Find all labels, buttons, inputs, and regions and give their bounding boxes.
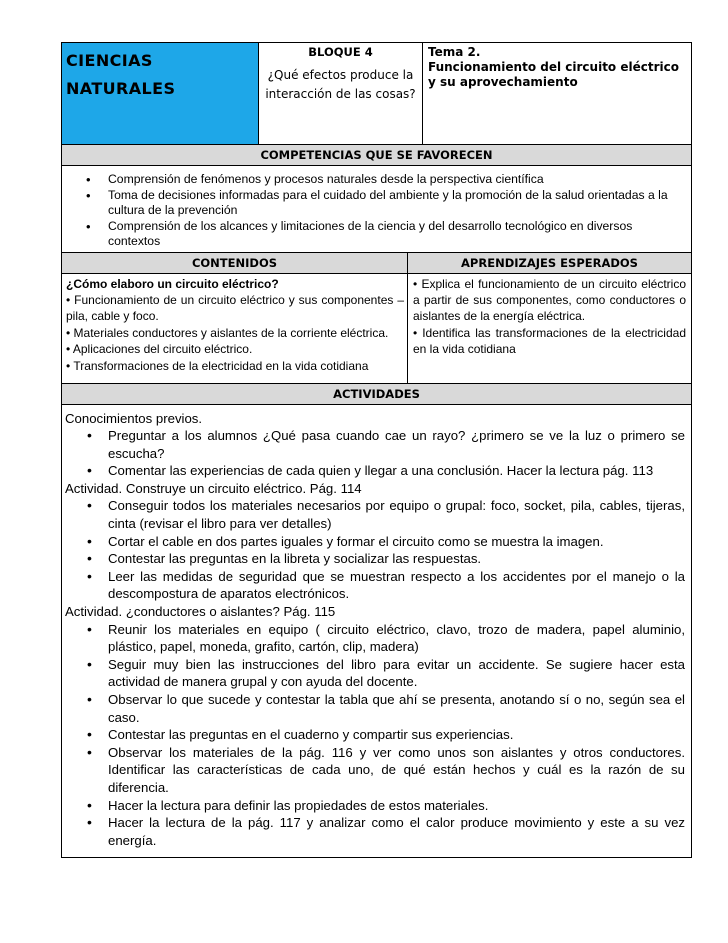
activity-item: • Contestar las preguntas en el cuaderno y compartir sus experiencias. <box>108 726 685 744</box>
activity-item: • Comentar las experiencias de cada quien y llegar a una conclusión. Hacer la lectura pág. 113 <box>108 462 685 480</box>
aprendizajes-heading: APRENDIZAJES ESPERADOS <box>408 253 691 273</box>
activity-item: • Cortar el cable en dos partes iguales y formar el circuito como se muestra la imagen. <box>108 533 685 551</box>
activity-item: • Hacer la lectura de la pág. 117 y analizar como el calor produce movimiento y este a su vez energía. <box>108 814 685 849</box>
competencias-list-cell <box>62 166 691 252</box>
actividades-row <box>62 405 691 858</box>
subject-line-2: NATURALES <box>66 79 176 98</box>
competencias-heading: COMPETENCIAS QUE SE FAVORECEN <box>62 145 691 165</box>
competencia-item: • Comprensión de fenómenos y procesos naturales desde la perspectiva científica <box>108 172 685 188</box>
activity-list <box>65 621 685 850</box>
contenidos-row <box>62 274 691 384</box>
contenido-item: • Aplicaciones del circuito eléctrico. <box>66 342 253 357</box>
aprendizaje-item: • Explica el funcionamiento de un circuito eléctrico a partir de sus componentes, como conductores o aislantes de la energía eléctrica. <box>413 276 686 324</box>
contenidos-cell <box>62 274 408 383</box>
activity-list <box>65 497 685 603</box>
contenidos-question: ¿Cómo elaboro un circuito eléctrico? <box>66 276 279 291</box>
subject-line-1: CIENCIAS <box>66 51 153 70</box>
actividades-heading-row <box>62 384 691 405</box>
activity-group-title: Actividad. Construye un circuito eléctrico. Pág. 114 <box>65 480 362 496</box>
activity-item: • Preguntar a los alumnos ¿Qué pasa cuando cae un rayo? ¿primero se ve la luz o primero se escucha? <box>108 427 685 462</box>
activity-group-title: Actividad. ¿conductores o aislantes? Pág. 115 <box>65 604 336 620</box>
contenidos-heading-row <box>62 253 691 274</box>
activity-item: • Leer las medidas de seguridad que se muestran respecto a los accidentes por el manejo o la descompostura de aparatos electrónicos. <box>108 568 685 603</box>
aprendizaje-item: • Identifica las transformaciones de la electricidad en la vida cotidiana <box>413 325 686 357</box>
activity-item: • Reunir los materiales en equipo ( circuito eléctrico, clavo, trozo de madera, papel aluminio, plástico, papel, moneda, grafito, cartón, clip, madera) <box>108 621 685 656</box>
actividades-heading: ACTIVIDADES <box>62 384 691 404</box>
aprendizajes-cell <box>408 274 691 383</box>
activity-item: • Contestar las preguntas en la libreta y socializar las respuestas. <box>108 550 685 568</box>
activity-item: • Observar los materiales de la pág. 116 y ver como unos son aislantes y otros conductores. Identificar las características de cada uno, de qué están hechos y cuál es la razón de su diferencia. <box>108 744 685 797</box>
contenidos-heading: CONTENIDOS <box>62 253 408 273</box>
contenido-item: • Materiales conductores y aislantes de la corriente eléctrica. <box>66 325 389 340</box>
topic-number: Tema 2. <box>428 45 481 59</box>
activity-list <box>65 427 685 480</box>
subject-cell <box>62 43 259 144</box>
block-question: ¿Qué efectos produce la interacción de las cosas? <box>265 68 416 101</box>
topic-cell <box>423 43 691 144</box>
activity-item: • Conseguir todos los materiales necesarios por equipo o grupal: foco, socket, pila, cables, tijeras, cinta (revisar el libro para ver detalles) <box>108 497 685 532</box>
block-cell <box>259 43 423 144</box>
activity-group-title: Conocimientos previos. <box>65 410 203 426</box>
topic-title: Funcionamiento del circuito eléctrico y su aprovechamiento <box>428 60 679 89</box>
block-title: BLOQUE 4 <box>308 45 373 59</box>
activity-item: • Hacer la lectura para definir las propiedades de estos materiales. <box>108 797 685 815</box>
contenido-item: • Transformaciones de la electricidad en la vida cotidiana <box>66 358 369 373</box>
competencia-item: • Toma de decisiones informadas para el cuidado del ambiente y la promoción de la salud orientadas a la cultura de la prevención <box>108 188 685 219</box>
contenido-item: • Funcionamiento de un circuito eléctrico y sus componentes –pila, cable y foco. <box>66 292 404 324</box>
header-row <box>62 43 691 145</box>
lesson-plan-table <box>61 42 692 858</box>
competencias-row <box>62 166 691 253</box>
actividades-cell <box>62 405 691 858</box>
activity-item: • Seguir muy bien las instrucciones del libro para evitar un accidente. Se sugiere hacer esta actividad de manera grupal y con ayuda del docente. <box>108 656 685 691</box>
competencias-heading-row <box>62 145 691 166</box>
activity-item: • Observar lo que sucede y contestar la tabla que ahí se presenta, anotando sí o no, según sea el caso. <box>108 691 685 726</box>
competencias-list <box>62 172 685 250</box>
competencia-item: • Comprensión de los alcances y limitaciones de la ciencia y del desarrollo tecnológico en diversos contextos <box>108 219 685 250</box>
